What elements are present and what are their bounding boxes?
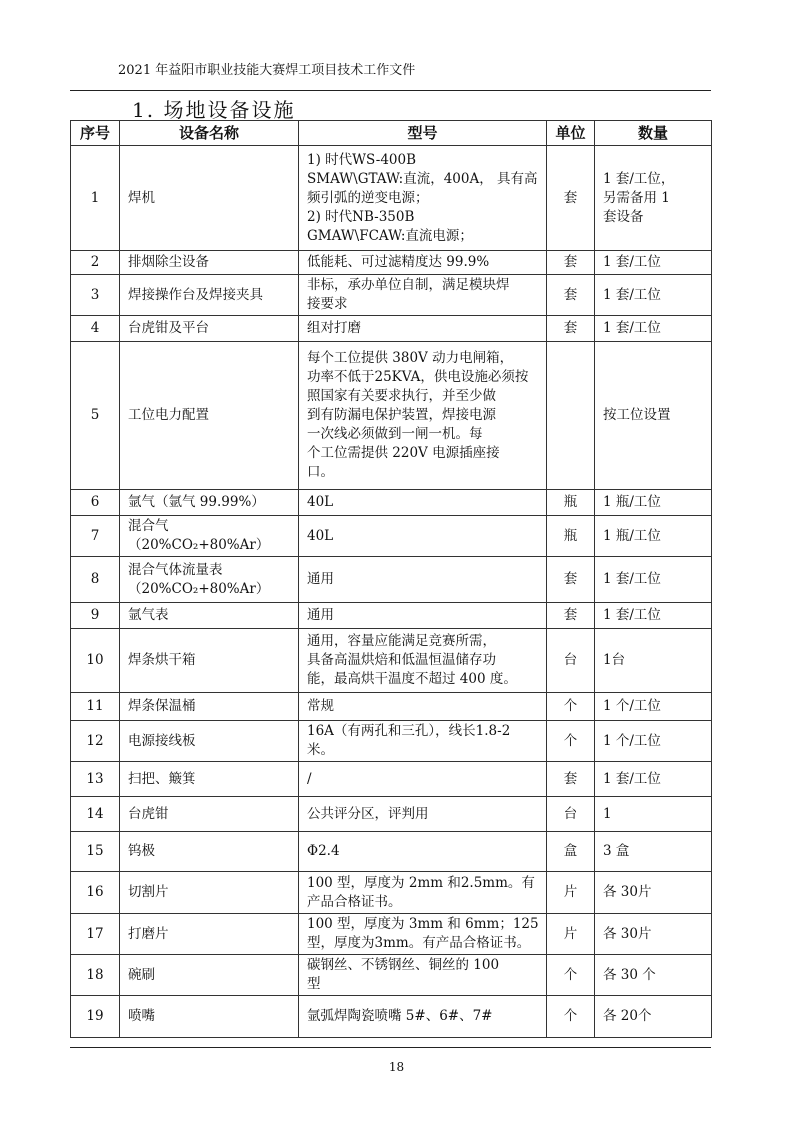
table-row xyxy=(71,721,712,762)
equipment-name: 打磨片 xyxy=(120,914,299,955)
quantity: 1 套/工位， 另需备用 1 套设备 xyxy=(595,146,712,251)
quantity: 1 个/工位 xyxy=(595,721,712,762)
unit: 盒 xyxy=(547,832,595,872)
row-number: 17 xyxy=(71,914,120,955)
quantity: 1 套/工位 xyxy=(595,275,712,316)
model-spec: 公共评分区，评判用 xyxy=(299,797,547,832)
model-spec: 通用 xyxy=(299,557,547,603)
equipment-name: 工位电力配置 xyxy=(120,342,299,490)
model-spec: 1) 时代WS-400B SMAW\GTAW:直流，400A， 具有高频引弧的逆变电源； 2) 时代NB-350B GMAW\FCAW:直流电源； xyxy=(299,146,547,251)
unit: 片 xyxy=(547,914,595,955)
row-number: 3 xyxy=(71,275,120,316)
col-header-name: 设备名称 xyxy=(120,121,299,146)
model-spec: 氩弧焊陶瓷喷嘴 5#、6#、7# xyxy=(299,996,547,1038)
equipment-table xyxy=(70,120,712,1038)
table-row xyxy=(71,342,712,490)
table-row xyxy=(71,914,712,955)
unit: 套 xyxy=(547,275,595,316)
table-row xyxy=(71,797,712,832)
unit xyxy=(547,342,595,490)
equipment-name: 混合气（20%CO₂+80%Ar） xyxy=(120,516,299,557)
model-spec: 低能耗、可过滤精度达 99.9% xyxy=(299,251,547,275)
page-number: 18 xyxy=(388,1060,405,1074)
model-spec: 40L xyxy=(299,490,547,516)
equipment-name: 焊条保温桶 xyxy=(120,693,299,721)
model-spec: / xyxy=(299,762,547,797)
equipment-name: 扫把、簸箕 xyxy=(120,762,299,797)
quantity: 各 30片 xyxy=(595,914,712,955)
equipment-name: 钨极 xyxy=(120,832,299,872)
quantity: 1 个/工位 xyxy=(595,693,712,721)
model-spec: 40L xyxy=(299,516,547,557)
col-header-model: 型号 xyxy=(299,121,547,146)
unit: 套 xyxy=(547,603,595,629)
model-spec: 碳钢丝、不锈钢丝、铜丝的 100 型 xyxy=(299,955,547,996)
table-row xyxy=(71,603,712,629)
unit: 瓶 xyxy=(547,490,595,516)
quantity: 1 套/工位 xyxy=(595,316,712,342)
quantity: 按工位设置 xyxy=(595,342,712,490)
table-header-row xyxy=(71,121,712,146)
row-number: 9 xyxy=(71,603,120,629)
row-number: 14 xyxy=(71,797,120,832)
table-row xyxy=(71,316,712,342)
equipment-name: 焊条烘干箱 xyxy=(120,629,299,693)
unit: 片 xyxy=(547,872,595,914)
quantity: 1 套/工位 xyxy=(595,603,712,629)
col-header-qty: 数量 xyxy=(595,121,712,146)
model-spec: 通用，容量应能满足竞赛所需， 具备高温烘焙和低温恒温储存功 能，最高烘干温度不超过 400 度。 xyxy=(299,629,547,693)
equipment-name: 碗刷 xyxy=(120,955,299,996)
table-row xyxy=(71,872,712,914)
unit: 套 xyxy=(547,557,595,603)
model-spec: 每个工位提供 380V 动力电闸箱， 功率不低于25KVA，供电设施必须按 照国家有关要求执行，并至少做 到有防漏电保护装置，焊接电源 一次线必须做到一闸一机。每 个工位需提供 220V 电源插座接 口。 xyxy=(299,342,547,490)
model-spec: 100 型，厚度为 3mm 和 6mm；125 型，厚度为3mm。有产品合格证书。 xyxy=(299,914,547,955)
table-row xyxy=(71,146,712,251)
equipment-name: 电源接线板 xyxy=(120,721,299,762)
col-header-no: 序号 xyxy=(71,121,120,146)
quantity: 1台 xyxy=(595,629,712,693)
table-row xyxy=(71,832,712,872)
row-number: 10 xyxy=(71,629,120,693)
col-header-unit: 单位 xyxy=(547,121,595,146)
row-number: 12 xyxy=(71,721,120,762)
row-number: 7 xyxy=(71,516,120,557)
unit: 套 xyxy=(547,316,595,342)
row-number: 11 xyxy=(71,693,120,721)
running-header: 2021 年益阳市职业技能大赛焊工项目技术工作文件 xyxy=(118,63,416,78)
equipment-name: 喷嘴 xyxy=(120,996,299,1038)
quantity: 1 套/工位 xyxy=(595,251,712,275)
equipment-name: 台虎钳 xyxy=(120,797,299,832)
quantity: 3 盒 xyxy=(595,832,712,872)
row-number: 1 xyxy=(71,146,120,251)
equipment-name: 焊机 xyxy=(120,146,299,251)
unit: 瓶 xyxy=(547,516,595,557)
row-number: 15 xyxy=(71,832,120,872)
quantity: 1 套/工位 xyxy=(595,762,712,797)
quantity: 1 套/工位 xyxy=(595,557,712,603)
unit: 个 xyxy=(547,996,595,1038)
model-spec: Φ2.4 xyxy=(299,832,547,872)
row-number: 19 xyxy=(71,996,120,1038)
footer-divider xyxy=(70,1047,711,1048)
equipment-name: 氩气表 xyxy=(120,603,299,629)
unit: 个 xyxy=(547,693,595,721)
table-row xyxy=(71,693,712,721)
table-row xyxy=(71,762,712,797)
equipment-name: 焊接操作台及焊接夹具 xyxy=(120,275,299,316)
model-spec: 非标，承办单位自制，满足模块焊 接要求 xyxy=(299,275,547,316)
quantity: 1 瓶/工位 xyxy=(595,516,712,557)
table-row xyxy=(71,251,712,275)
model-spec: 100 型，厚度为 2mm 和2.5mm。有 产品合格证书。 xyxy=(299,872,547,914)
table-row xyxy=(71,275,712,316)
table-row xyxy=(71,557,712,603)
table-row xyxy=(71,629,712,693)
quantity: 各 30 个 xyxy=(595,955,712,996)
unit: 台 xyxy=(547,629,595,693)
equipment-name: 排烟除尘设备 xyxy=(120,251,299,275)
row-number: 18 xyxy=(71,955,120,996)
quantity: 1 xyxy=(595,797,712,832)
unit: 个 xyxy=(547,955,595,996)
quantity: 各 20个 xyxy=(595,996,712,1038)
equipment-name: 氩气（氩气 99.99%） xyxy=(120,490,299,516)
table-row xyxy=(71,516,712,557)
row-number: 16 xyxy=(71,872,120,914)
quantity: 1 瓶/工位 xyxy=(595,490,712,516)
equipment-name: 切割片 xyxy=(120,872,299,914)
model-spec: 16A（有两孔和三孔），线长1.8-2 米。 xyxy=(299,721,547,762)
equipment-name: 混合气体流量表 （20%CO₂+80%Ar） xyxy=(120,557,299,603)
row-number: 8 xyxy=(71,557,120,603)
row-number: 5 xyxy=(71,342,120,490)
row-number: 2 xyxy=(71,251,120,275)
model-spec: 常规 xyxy=(299,693,547,721)
unit: 台 xyxy=(547,797,595,832)
unit: 套 xyxy=(547,251,595,275)
header-divider xyxy=(70,90,711,91)
equipment-name: 台虎钳及平台 xyxy=(120,316,299,342)
unit: 套 xyxy=(547,762,595,797)
model-spec: 组对打磨 xyxy=(299,316,547,342)
row-number: 13 xyxy=(71,762,120,797)
row-number: 6 xyxy=(71,490,120,516)
section-title: 1. 场地设备设施 xyxy=(132,98,296,122)
model-spec: 通用 xyxy=(299,603,547,629)
quantity: 各 30片 xyxy=(595,872,712,914)
table-row xyxy=(71,955,712,996)
unit: 个 xyxy=(547,721,595,762)
unit: 套 xyxy=(547,146,595,251)
row-number: 4 xyxy=(71,316,120,342)
table-row xyxy=(71,490,712,516)
table-row xyxy=(71,996,712,1038)
